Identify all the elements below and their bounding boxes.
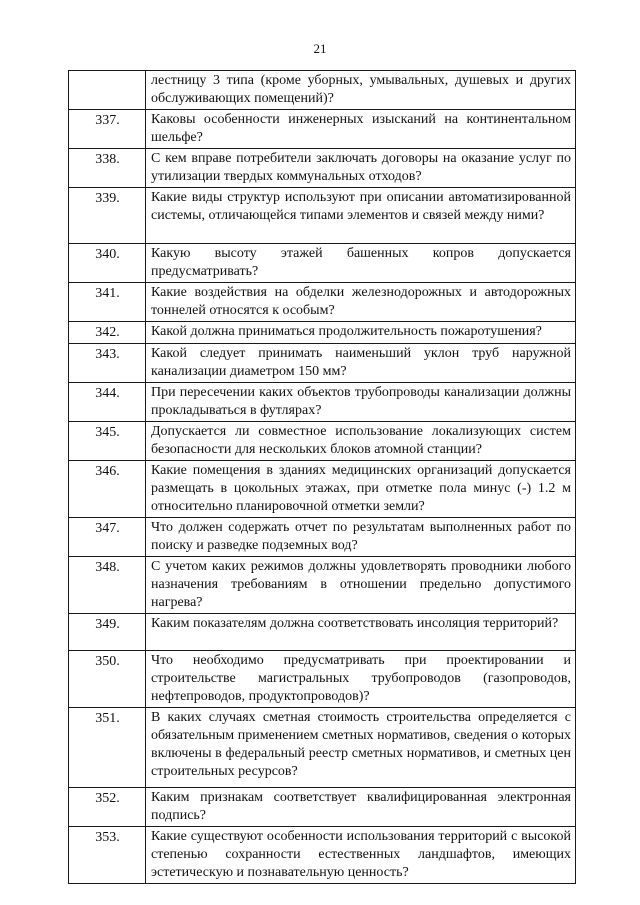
table-row [69, 110, 576, 149]
question-number [69, 71, 146, 110]
table-row [69, 149, 576, 188]
question-number: 352. [69, 788, 146, 827]
question-text: С кем вправе потребители заключать договоры на оказание услуг по утилизации твердых коммунальных отходов? [146, 149, 576, 188]
question-number: 341. [69, 283, 146, 322]
question-number: 350. [69, 651, 146, 708]
table-row [69, 461, 576, 518]
question-number: 351. [69, 708, 146, 788]
question-text: При пересечении каких объектов трубопроводы канализации должны прокладываться в футлярах? [146, 383, 576, 422]
table-row [69, 518, 576, 557]
question-text: Каким показателям должна соответствовать инсоляция территорий? [146, 614, 576, 651]
table-row [69, 344, 576, 383]
table-row [69, 244, 576, 283]
question-text: Какие воздействия на обделки железнодорожных и автодорожных тоннелей относятся к особым? [146, 283, 576, 322]
question-number: 353. [69, 827, 146, 884]
question-number: 339. [69, 188, 146, 244]
question-text: Какие помещения в зданиях медицинских организаций допускается размещать в цокольных этажах, при отметке пола минус (-) 1.2 м относительно планировочной отметки земли? [146, 461, 576, 518]
question-text: Каковы особенности инженерных изысканий на континентальном шельфе? [146, 110, 576, 149]
table-row [69, 322, 576, 344]
question-text: Какой следует принимать наименьший уклон труб наружной канализации диаметром 150 мм? [146, 344, 576, 383]
question-text: Какую высоту этажей башенных копров допускается предусматривать? [146, 244, 576, 283]
table-row [69, 788, 576, 827]
question-number: 346. [69, 461, 146, 518]
table-row [69, 614, 576, 651]
question-number: 340. [69, 244, 146, 283]
question-number: 337. [69, 110, 146, 149]
question-text: Какой должна приниматься продолжительность пожаротушения? [146, 322, 576, 344]
table-row [69, 188, 576, 244]
question-number: 348. [69, 557, 146, 614]
question-number: 342. [69, 322, 146, 344]
questions-table-body [69, 71, 576, 884]
table-row [69, 71, 576, 110]
question-number: 338. [69, 149, 146, 188]
question-number: 343. [69, 344, 146, 383]
question-text: Допускается ли совместное использование локализующих систем безопасности для нескольких блоков атомной станции? [146, 422, 576, 461]
page-number: 21 [313, 41, 327, 56]
question-number: 349. [69, 614, 146, 651]
question-text: Какие виды структур используют при описании автоматизированной системы, отличающейся типами элементов и связей между ними? [146, 188, 576, 244]
question-number: 347. [69, 518, 146, 557]
table-row [69, 422, 576, 461]
question-text: В каких случаях сметная стоимость строительства определяется с обязательным применением сметных нормативов, сведения о которых включены в федеральный реестр сметных нормативов, и сметных цен строительных ресурсов? [146, 708, 576, 788]
question-number: 345. [69, 422, 146, 461]
question-text: С учетом каких режимов должны удовлетворять проводники любого назначения требованиям в отношении предельно допустимого нагрева? [146, 557, 576, 614]
questions-table [68, 70, 576, 884]
question-text: Что должен содержать отчет по результатам выполненных работ по поиску и разведке подземных вод? [146, 518, 576, 557]
question-text: Что необходимо предусматривать при проектировании и строительстве магистральных трубопроводов (газопроводов, нефтепроводов, продуктопроводов)? [146, 651, 576, 708]
question-text: лестницу 3 типа (кроме уборных, умывальных, душевых и других обслуживающих помещений)? [146, 71, 576, 110]
table-row [69, 383, 576, 422]
table-row [69, 708, 576, 788]
table-row [69, 651, 576, 708]
question-number: 344. [69, 383, 146, 422]
table-row [69, 557, 576, 614]
question-text: Каким признакам соответствует квалифицированная электронная подпись? [146, 788, 576, 827]
table-row [69, 827, 576, 884]
table-row [69, 283, 576, 322]
question-text: Какие существуют особенности использования территорий с высокой степенью сохранности естественных ландшафтов, имеющих эстетическую и познавательную ценность? [146, 827, 576, 884]
